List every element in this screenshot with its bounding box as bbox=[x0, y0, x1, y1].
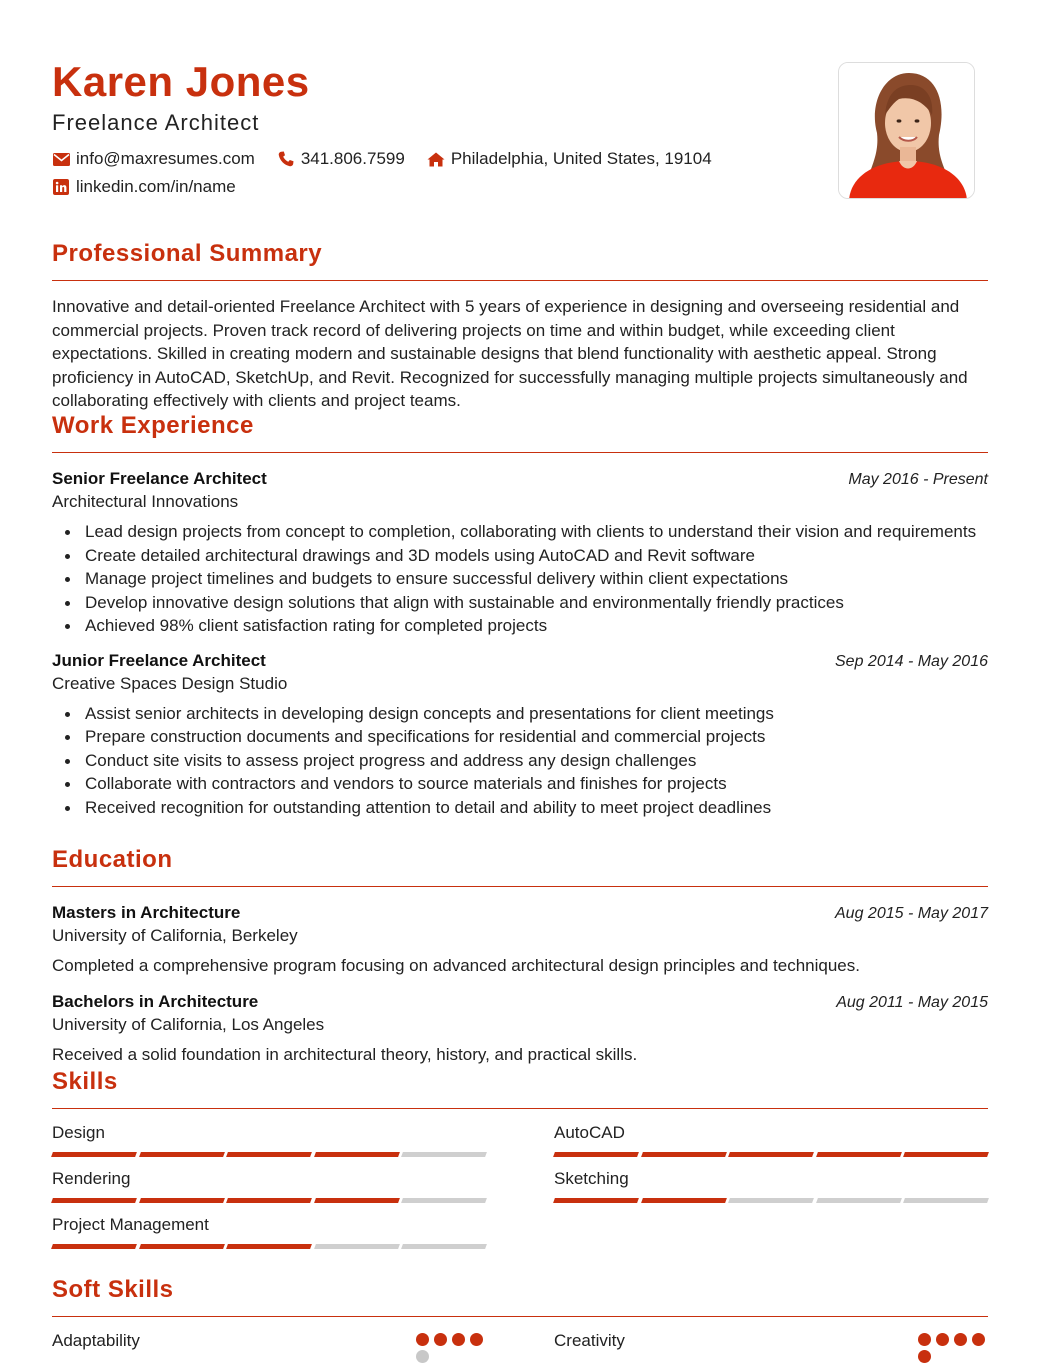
skill-rating-bar bbox=[554, 1198, 988, 1203]
job-role: Senior Freelance Architect bbox=[52, 469, 267, 488]
experience-section bbox=[52, 412, 988, 819]
degree-name: Masters in Architecture bbox=[52, 903, 241, 922]
section-divider bbox=[52, 1108, 988, 1109]
rating-segment bbox=[51, 1244, 136, 1249]
degree-name: Bachelors in Architecture bbox=[52, 992, 259, 1011]
soft-skill-rating-dots bbox=[918, 1333, 988, 1363]
rating-segment bbox=[641, 1198, 726, 1203]
rating-dot bbox=[416, 1350, 429, 1363]
section-title-soft-skills: Soft Skills bbox=[52, 1276, 174, 1303]
rating-dot bbox=[972, 1333, 985, 1346]
rating-segment bbox=[903, 1198, 988, 1203]
rating-segment bbox=[816, 1198, 901, 1203]
section-divider bbox=[52, 1316, 988, 1317]
linkedin-icon bbox=[52, 178, 70, 196]
skill-item bbox=[52, 1123, 486, 1157]
rating-dot bbox=[954, 1333, 967, 1346]
rating-dot bbox=[416, 1333, 429, 1346]
rating-dot bbox=[470, 1333, 483, 1346]
rating-segment bbox=[51, 1198, 136, 1203]
skill-item bbox=[52, 1215, 486, 1249]
list-item: Received recognition for outstanding attention to detail and ability to meet project deadlines bbox=[52, 796, 988, 820]
skill-item bbox=[554, 1123, 988, 1157]
skill-name: Design bbox=[52, 1123, 105, 1142]
resume-page bbox=[52, 0, 988, 1350]
job-company: Architectural Innovations bbox=[52, 492, 239, 511]
rating-segment bbox=[553, 1198, 638, 1203]
education-section bbox=[52, 846, 988, 1065]
phone-text: 341.806.7599 bbox=[300, 149, 405, 168]
rating-segment bbox=[903, 1152, 988, 1157]
contact-row bbox=[52, 149, 734, 169]
section-title-education: Education bbox=[52, 846, 173, 873]
section-divider bbox=[52, 280, 988, 281]
home-icon bbox=[427, 150, 445, 168]
job-dates: May 2016 - Present bbox=[848, 471, 988, 488]
soft-skill-name: Adaptability bbox=[52, 1331, 140, 1350]
list-item: Lead design projects from concept to completion, collaborating with clients to understand their vision and requirements bbox=[52, 520, 988, 544]
list-item: Manage project timelines and budgets to ensure successful delivery within client expectations bbox=[52, 567, 988, 591]
section-title-experience: Work Experience bbox=[52, 412, 254, 439]
envelope-icon bbox=[52, 150, 70, 168]
list-item: Develop innovative design solutions that align with sustainable and environmentally friendly practices bbox=[52, 591, 988, 615]
list-item: Conduct site visits to assess project progress and address any design challenges bbox=[52, 749, 988, 773]
rating-segment bbox=[139, 1244, 224, 1249]
school-name: University of California, Berkeley bbox=[52, 926, 298, 945]
contact-linkedin[interactable] bbox=[52, 177, 236, 197]
skill-rating-bar bbox=[52, 1152, 486, 1157]
skill-name: Project Management bbox=[52, 1215, 209, 1234]
education-dates: Aug 2011 - May 2015 bbox=[836, 994, 988, 1011]
skills-section bbox=[52, 1068, 988, 1249]
education-entry bbox=[52, 992, 988, 1065]
summary-text: Innovative and detail-oriented Freelance Architect with 5 years of experience in designing and overseeing residential and commercial projects. Proven track record of delivering projects on time and within budget, while exceeding client expectations. Skilled in creating modern and sustainable designs that blend functionality with aesthetic appeal. Strong proficiency in AutoCAD, SketchUp, and Revit. Recognized for successfully managing multiple projects simultaneously and collaborating effectively with clients and project teams. bbox=[52, 297, 968, 410]
location-text: Philadelphia, United States, 19104 bbox=[450, 149, 712, 168]
resume-header bbox=[52, 0, 988, 215]
rating-segment bbox=[226, 1152, 311, 1157]
job-dates: Sep 2014 - May 2016 bbox=[835, 652, 988, 670]
job-bullets bbox=[52, 702, 988, 820]
contact-phone[interactable] bbox=[277, 149, 405, 169]
job-entry bbox=[52, 469, 988, 638]
rating-dot bbox=[918, 1350, 931, 1363]
candidate-title: Freelance Architect bbox=[52, 110, 260, 135]
rating-segment bbox=[139, 1152, 224, 1157]
rating-segment bbox=[51, 1152, 136, 1157]
education-entry bbox=[52, 903, 988, 976]
education-description: Completed a comprehensive program focusing on advanced architectural design principles and techniques. bbox=[52, 956, 860, 975]
soft-skill-item bbox=[52, 1331, 486, 1372]
contact-location bbox=[427, 149, 712, 169]
soft-skills-grid bbox=[52, 1331, 988, 1372]
list-item: Prepare construction documents and specifications for residential and commercial projects bbox=[52, 725, 988, 749]
job-entry bbox=[52, 651, 988, 820]
soft-skill-name: Creativity bbox=[554, 1331, 625, 1350]
rating-segment bbox=[728, 1152, 813, 1157]
list-item: Collaborate with contractors and vendors to source materials and finishes for projects bbox=[52, 772, 988, 796]
rating-segment bbox=[314, 1152, 399, 1157]
rating-segment bbox=[314, 1244, 399, 1249]
soft-skill-item bbox=[554, 1331, 988, 1372]
rating-segment bbox=[401, 1198, 486, 1203]
rating-segment bbox=[314, 1198, 399, 1203]
skill-name: Sketching bbox=[554, 1169, 629, 1188]
list-item: Create detailed architectural drawings and 3D models using AutoCAD and Revit software bbox=[52, 544, 988, 568]
rating-segment bbox=[226, 1198, 311, 1203]
section-title-summary: Professional Summary bbox=[52, 240, 323, 267]
skill-item bbox=[554, 1169, 988, 1203]
rating-segment bbox=[553, 1152, 638, 1157]
phone-icon bbox=[277, 150, 295, 168]
rating-segment bbox=[641, 1152, 726, 1157]
skill-rating-bar bbox=[52, 1198, 486, 1203]
candidate-name: Karen Jones bbox=[52, 58, 310, 105]
job-bullets bbox=[52, 520, 988, 638]
contact-row-2 bbox=[52, 177, 258, 197]
rating-segment bbox=[226, 1244, 311, 1249]
job-role: Junior Freelance Architect bbox=[52, 650, 266, 670]
skill-item bbox=[52, 1169, 486, 1203]
email-text: info@maxresumes.com bbox=[76, 149, 255, 168]
skill-rating-bar bbox=[52, 1244, 486, 1249]
job-company: Creative Spaces Design Studio bbox=[52, 673, 288, 693]
contact-email[interactable] bbox=[52, 149, 255, 169]
school-name: University of California, Los Angeles bbox=[52, 1015, 325, 1034]
profile-photo bbox=[838, 62, 975, 199]
rating-dot bbox=[918, 1333, 931, 1346]
rating-dot bbox=[936, 1333, 949, 1346]
section-divider bbox=[52, 452, 988, 453]
rating-segment bbox=[401, 1152, 486, 1157]
list-item: Achieved 98% client satisfaction rating for completed projects bbox=[52, 614, 988, 638]
skill-name: Rendering bbox=[52, 1169, 131, 1188]
section-divider bbox=[52, 886, 988, 887]
section-title-skills: Skills bbox=[52, 1068, 118, 1095]
rating-segment bbox=[139, 1198, 224, 1203]
rating-dot bbox=[452, 1333, 465, 1346]
soft-skills-section bbox=[52, 1276, 988, 1372]
skill-name: AutoCAD bbox=[554, 1123, 625, 1142]
soft-skill-rating-dots bbox=[416, 1333, 486, 1363]
education-description: Received a solid foundation in architectural theory, history, and practical skills. bbox=[52, 1045, 638, 1064]
skills-grid bbox=[52, 1123, 988, 1249]
rating-segment bbox=[816, 1152, 901, 1157]
skill-rating-bar bbox=[554, 1152, 988, 1157]
rating-dot bbox=[434, 1333, 447, 1346]
rating-segment bbox=[401, 1244, 486, 1249]
list-item: Assist senior architects in developing design concepts and presentations for client meetings bbox=[52, 702, 988, 726]
summary-section bbox=[52, 240, 988, 413]
linkedin-text: linkedin.com/in/name bbox=[76, 177, 236, 196]
rating-segment bbox=[728, 1198, 813, 1203]
education-dates: Aug 2015 - May 2017 bbox=[835, 905, 988, 922]
